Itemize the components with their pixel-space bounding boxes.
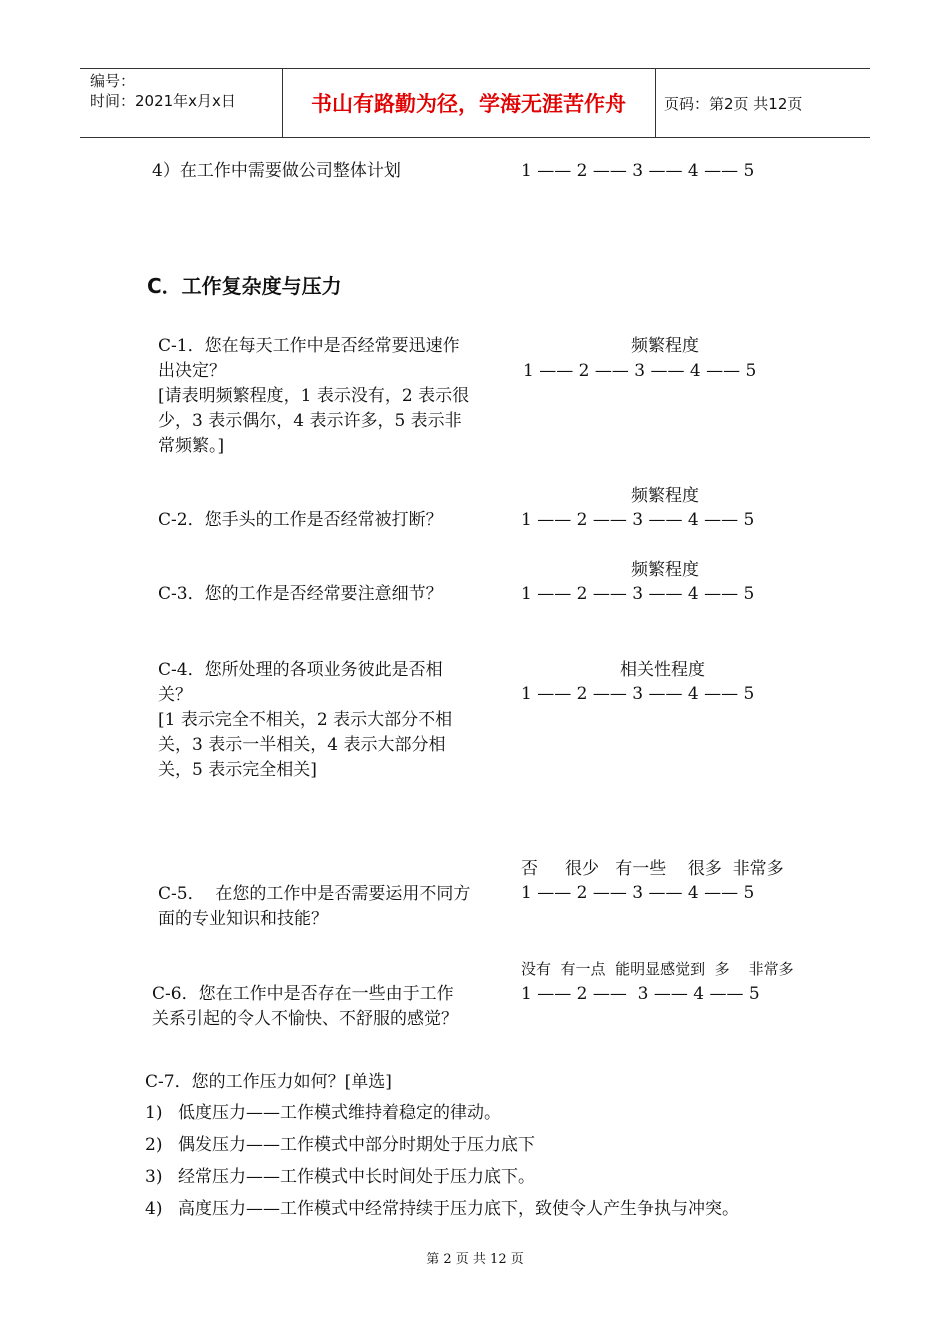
- question-c1-line: [请表明频繁程度，1 表示没有，2 表示很: [158, 386, 470, 406]
- c7-option-text: 经常压力——工作模式中长时间处于压力底下。: [178, 1167, 535, 1187]
- question-c1-line: 出决定？: [158, 361, 226, 381]
- question-c1: [158, 334, 518, 459]
- question-c6-line: C-6．您在工作中是否存在一些由于工作: [152, 984, 454, 1004]
- c6-scale: 1 —— 2 —— 3 —— 4 —— 5: [521, 984, 760, 1004]
- c5-scale-labels: 否 很少 有一些 很多 非常多: [521, 859, 784, 879]
- c7-option-number: 1): [145, 1103, 163, 1123]
- c7-option-text: 高度压力——工作模式中经常持续于压力底下，致使令人产生争执与冲突。: [178, 1199, 739, 1219]
- c1-scale-title: 频繁程度: [631, 336, 699, 356]
- c2-scale: 1 —— 2 —— 3 —— 4 —— 5: [521, 510, 755, 530]
- c7-options: [145, 1101, 739, 1229]
- question-c1-line: 常频繁。]: [158, 436, 225, 456]
- section-title: C．工作复杂度与压力: [147, 274, 342, 298]
- item-4-scale: 1 —— 2 —— 3 —— 4 —— 5: [521, 161, 755, 181]
- c7-option-text: 低度压力——工作模式维持着稳定的律动。: [178, 1103, 501, 1123]
- question-c4-line: 关？: [158, 685, 192, 705]
- code-label: 编号：: [90, 72, 136, 90]
- header-motto: 书山有路勤为径，学海无涯苦作舟: [311, 92, 626, 116]
- c7-option-number: 3): [145, 1167, 163, 1187]
- c7-option: [145, 1197, 739, 1229]
- header-meta: [90, 71, 236, 111]
- c5-scale: 1 —— 2 —— 3 —— 4 —— 5: [521, 883, 755, 903]
- question-c4-line: C-4．您所处理的各项业务彼此是否相: [158, 660, 443, 680]
- question-c1-line: C-1．您在每天工作中是否经常要迅速作: [158, 336, 460, 356]
- date-label: 时间：2021年x月x日: [90, 92, 236, 110]
- question-c4-line: [1 表示完全不相关，2 表示大部分不相: [158, 710, 453, 730]
- question-c6-line: 关系引起的令人不愉快、不舒服的感觉？: [152, 1009, 458, 1029]
- c4-scale: 1 —— 2 —— 3 —— 4 —— 5: [521, 684, 755, 704]
- header-page-info: 页码：第2页 共12页: [664, 94, 803, 113]
- page-header: [80, 68, 870, 138]
- question-c3: C-3．您的工作是否经常要注意细节？: [158, 584, 443, 604]
- c7-option: [145, 1165, 739, 1197]
- c7-option-number: 2): [145, 1135, 163, 1155]
- page-footer: 第 2 页 共 12 页: [426, 1252, 524, 1267]
- question-c4-line: 关，3 表示一半相关，4 表示大部分相: [158, 735, 446, 755]
- c7-option-number: 4): [145, 1199, 163, 1219]
- c6-scale-labels: 没有 有一点 能明显感觉到 多 非常多: [521, 960, 794, 978]
- item-4-text: 4）在工作中需要做公司整体计划: [152, 161, 401, 181]
- question-c5: [158, 882, 518, 932]
- question-c5-line: 面的专业知识和技能？: [158, 909, 328, 929]
- c1-scale: 1 —— 2 —— 3 —— 4 —— 5: [523, 361, 757, 381]
- question-c4: [158, 658, 518, 783]
- question-c4-line: 关，5 表示完全相关]: [158, 760, 317, 780]
- c4-scale-title: 相关性程度: [620, 660, 705, 680]
- question-c6: [152, 982, 512, 1032]
- c3-scale-title: 频繁程度: [631, 560, 699, 580]
- question-c7: C-7．您的工作压力如何？[单选]: [145, 1072, 392, 1092]
- c3-scale: 1 —— 2 —— 3 —— 4 —— 5: [521, 584, 755, 604]
- header-divider: [655, 69, 656, 137]
- question-c2: C-2．您手头的工作是否经常被打断？: [158, 510, 443, 530]
- c7-option: [145, 1133, 739, 1165]
- question-c1-line: 少，3 表示偶尔，4 表示许多，5 表示非: [158, 411, 462, 431]
- c7-option-text: 偶发压力——工作模式中部分时期处于压力底下: [178, 1135, 535, 1155]
- c2-scale-title: 频繁程度: [631, 486, 699, 506]
- c7-option: [145, 1101, 739, 1133]
- question-c5-line: C-5． 在您的工作中是否需要运用不同方: [158, 884, 471, 904]
